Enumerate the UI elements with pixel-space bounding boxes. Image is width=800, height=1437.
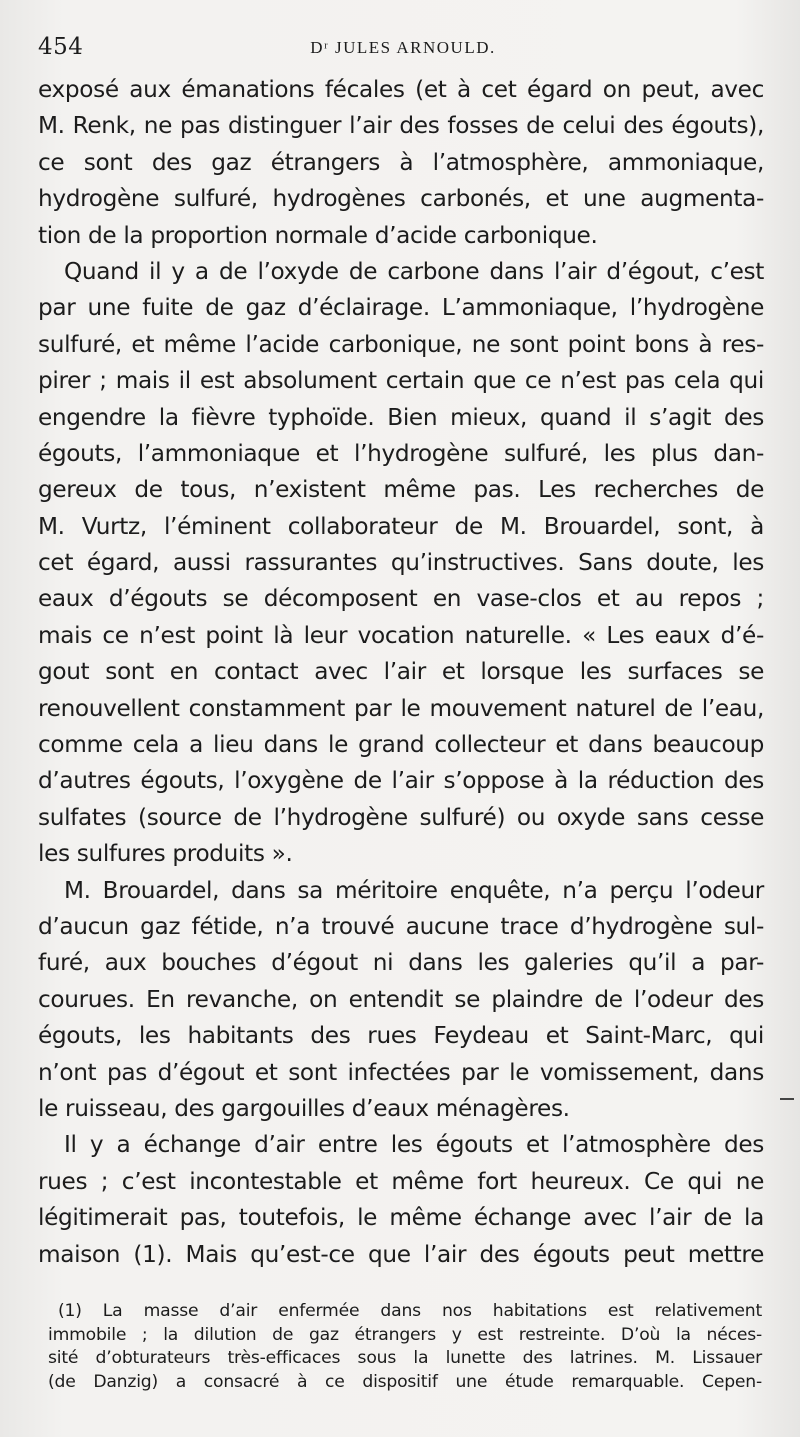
text-line: ce sont des gaz étrangers à l’atmosphère, ammoniaque, — [38, 148, 764, 176]
text-line: pirer ; mais il est absolument certain que ce n’est pas cela qui — [38, 367, 764, 395]
text-line: égouts, l’ammoniaque et l’hydrogène sulfuré, les plus dan- — [38, 439, 764, 467]
text-line: M. Renk, ne pas distinguer l’air des fosses de celui des égouts), — [38, 112, 764, 140]
text-line: le ruisseau, des gargouilles d’eaux ménagères. — [38, 1094, 570, 1122]
running-head: Dʳ JULES ARNOULD. — [310, 38, 496, 57]
text-line: d’autres égouts, l’oxygène de l’air s’oppose à la réduction des — [38, 767, 764, 795]
text-line: n’ont pas d’égout et sont infectées par le vomissement, dans — [38, 1058, 764, 1086]
text-line: furé, aux bouches d’égout ni dans les galeries qu’il a par- — [38, 949, 764, 977]
text-line: hydrogène sulfuré, hydrogènes carbonés, et une augmenta- — [38, 185, 764, 213]
footnote-line: (1) La masse d’air enfermée dans nos habitations est relativement — [58, 1301, 762, 1321]
text-line: gereux de tous, n’existent même pas. Les recherches de — [38, 476, 764, 504]
text-line: tion de la proportion normale d’acide carbonique. — [38, 221, 598, 249]
text-line: M. Brouardel, dans sa méritoire enquête, n’a perçu l’odeur — [64, 876, 764, 904]
text-line: exposé aux émanations fécales (et à cet égard on peut, avec — [38, 76, 764, 103]
text-line: égouts, les habitants des rues Feydeau et Saint-Marc, qui — [38, 1022, 764, 1050]
text-line: maison (1). Mais qu’est-ce que l’air des égouts peut mettre — [38, 1240, 764, 1268]
body-text — [38, 72, 764, 1273]
text-line: d’aucun gaz fétide, n’a trouvé aucune trace d’hydrogène sul- — [38, 912, 764, 940]
text-line: Il y a échange d’air entre les égouts et l’atmosphère des — [64, 1131, 764, 1159]
text-line: par une fuite de gaz d’éclairage. L’ammoniaque, l’hydrogène — [38, 294, 764, 322]
text-line: comme cela a lieu dans le grand collecteur et dans beaucoup — [38, 731, 764, 759]
text-line: courues. En revanche, on entendit se plaindre de l’odeur des — [38, 985, 764, 1013]
text-line: légitimerait pas, toutefois, le même échange avec l’air de la — [38, 1204, 764, 1232]
text-line: cet égard, aussi rassurantes qu’instructives. Sans doute, les — [38, 549, 764, 577]
text-line: sulfuré, et même l’acide carbonique, ne sont point bons à res- — [38, 330, 764, 358]
text-line: engendre la fièvre typhoïde. Bien mieux, quand il s’agit des — [38, 403, 764, 431]
text-line: sulfates (source de l’hydrogène sulfuré) ou oxyde sans cesse — [38, 803, 764, 831]
text-line: rues ; c’est incontestable et même fort heureux. Ce qui ne — [38, 1167, 764, 1195]
text-line: gout sont en contact avec l’air et lorsque les surfaces se — [38, 658, 764, 686]
text-line: renouvellent constamment par le mouvement naturel de l’eau, — [38, 694, 764, 722]
footnote-line: sité d’obturateurs très-efficaces sous la lunette des latrines. M. Lissauer — [48, 1348, 762, 1369]
text-line: les sulfures produits ». — [38, 840, 293, 868]
page-header — [38, 34, 768, 68]
text-line: mais ce n’est point là leur vocation naturelle. « Les eaux d’é- — [38, 621, 764, 649]
text-line: M. Vurtz, l’éminent collaborateur de M. Brouardel, sont, à — [38, 512, 764, 540]
text-line: Quand il y a de l’oxyde de carbone dans l’air d’égout, c’est — [64, 257, 764, 285]
footnote-line: (de Danzig) a consacré à ce dispositif une étude remarquable. Cepen- — [48, 1371, 762, 1392]
margin-mark — [780, 1098, 794, 1100]
footnote-line: immobile ; la dilution de gaz étrangers y est restreinte. D’où la néces- — [48, 1324, 762, 1345]
text-line: eaux d’égouts se décomposent en vase-clos et au repos ; — [38, 585, 764, 613]
footnote-block — [48, 1300, 762, 1394]
page-number: 454 — [38, 34, 84, 60]
